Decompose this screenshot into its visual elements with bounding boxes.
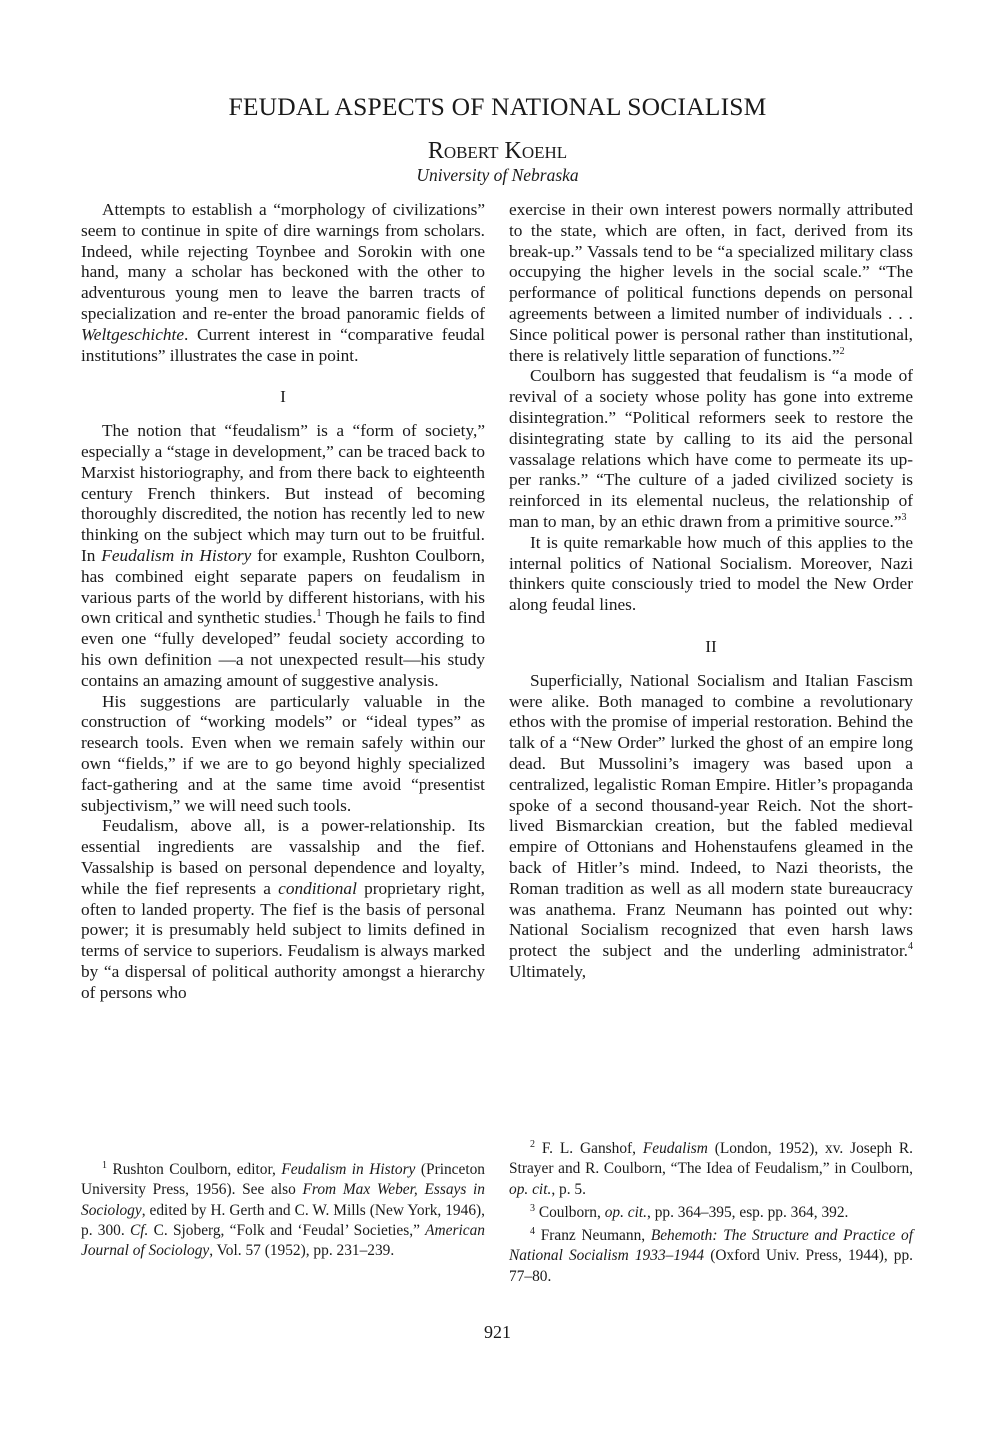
paragraph: Feudalism, above all, is a power-relationship. Its essential ingredients are vassalship and the fief. Vassalship is based on personal dependence and loyalty, while the fief represents a conditional proprietary right, often to landed property. The fief is the basis of personal power; it is presumably held subject to limits defined in terms of service to superiors. Feudalism is always marked by “a dispersal of political authority amongst a hierarchy of persons who [81, 816, 485, 1002]
paragraph: His suggestions are particularly valuable in the construction of “working models” or “ideal types” as research tools. Even when we remain safely within our own “fields,” if we are to go beyond highly specialized fact-gathering and at the same time avoid “presentist subjectivism,” we will need such tools. [81, 691, 485, 815]
author-affiliation: University of Nebraska [416, 165, 579, 185]
section-heading: II [705, 636, 717, 656]
footnotes-right [509, 1139, 913, 1290]
footnote-ref: 1 [316, 608, 322, 620]
section-heading: I [280, 387, 286, 407]
footnote-ref: 4 [908, 941, 913, 953]
paragraph: It is quite remarkable how much of this applies to the internal politics of National Socialism. Moreover, Nazi thinkers quite consciously tried to model the New Order along feudal lines. [509, 532, 913, 615]
footnote: $^2$ F. L. Ganshof, Feudalism (London, 1952), xv. Joseph R. Strayer and R. Coulborn, “The Idea of Feudalism,” in Coulborn, op. cit., p. 5. [509, 1138, 913, 1198]
author-name: Robert Koehl [427, 138, 568, 164]
footnote: $^1$ Rushton Coulborn, editor, Feudalism in History (Princeton University Press, 1956). See also From Max Weber, Essays in Sociology, edited by H. Gerth and C. W. Mills (New York, 1946), p. 300. Cf. C. Sjoberg, “Folk and ‘Feudal’ Societies,” American Journal of Sociology, Vol. 57 (1952), pp. 231–239. [81, 1159, 485, 1260]
footnotes-left [81, 1160, 485, 1264]
paragraph: Superficially, National Socialism and Italian Fascism were alike. Both managed to combine a revolutionary ethos with the promise of imperial restoration. Behind the talk of a “New Order” lurked the ghost of an empire long dead. But Mussolini’s imagery was based upon a centralized, legalistic Roman Empire. Hitler’s propaganda spoke of a second thousand-year Reich. Not the short-lived Bismarckian creation, but the fabled medieval empire of Ottonians and Hohenstaufens gleamed in the back of Hitler’s mind. Indeed, to Nazi theorists, the Roman tradition as well as all modern state bureaucracy was anathema. Franz Neumann has pointed out why: National Socialism recognized that even harsh laws protect the subject and the underling administrator.$^4$ Ultimately, [509, 670, 913, 981]
page-number: 921 [484, 1322, 511, 1342]
footnote: $^4$ Franz Neumann, Behemoth: The Structure and Practice of National Socialism 1933–1944 (Oxford Univ. Press, 1944), pp. 77–80. [509, 1226, 913, 1285]
right-column [509, 200, 913, 983]
article-title: FEUDAL ASPECTS OF NATIONAL SOCIALISM [228, 92, 767, 121]
paragraph: The notion that “feudalism” is a “form of society,” especially a “stage in development,” can be traced back to Marxist historiography, and from there back to eighteenth century French thinkers. But instead of becoming thoroughly discredited, the notion has recently led to new thinking on the subject which may turn out to be fruitful. In Feudalism in History for example, Rushton Coulborn, has combined eight separate papers on feudalism in various parts of the world by different historians, with his own critical and synthetic studies.$^1$ Though he fails to find even one “fully developed” feudal society according to his own definition —a not unexpected result—his study contains an amazing amount of suggestive analysis. [81, 421, 486, 690]
paragraph: Coulborn has suggested that feudalism is “a mode of revival of a society whose polity has gone into extreme disintegration.” “Political reformers seek to restore the disintegrating state by calling to its aid the personal vassalage relations which have come to permeate its upper ranks.” “The culture of a jaded civilized society is reinforced in its elemental nucleus, the relationship of man to man, by an ethic drawn from a primitive source.”$^3$ [509, 366, 913, 531]
paragraph: exercise in their own interest powers normally attributed to the state, which are often, in fact, derived from its break-up.” Vassals tend to be “a specialized military class occupying the higher levels in the social scale.” “The performance of political functions depends on personal agreements between a limited number of individuals . . . Since political power is personal rather than institutional, there is relatively little separation of functions.”$^2$ [509, 200, 913, 365]
footnote: $^3$ Coulborn, op. cit., pp. 364–395, esp. pp. 364, 392. [530, 1202, 849, 1221]
footnote-ref: 2 [839, 345, 845, 357]
left-column [81, 200, 485, 1003]
paragraph: Attempts to establish a “morphology of civilizations” seem to continue in spite of dire warnings from scholars. Indeed, while rejecting Toynbee and Sorokin with one hand, many a scholar has beckoned with the other to adventurous young men to leave the barren tracts of specialization and re-enter the broad panoramic fields of Weltgeschichte. Current interest in “comparative feudal institutions” illustrates the case in point. [81, 200, 485, 365]
footnote-ref: 3 [901, 512, 907, 524]
